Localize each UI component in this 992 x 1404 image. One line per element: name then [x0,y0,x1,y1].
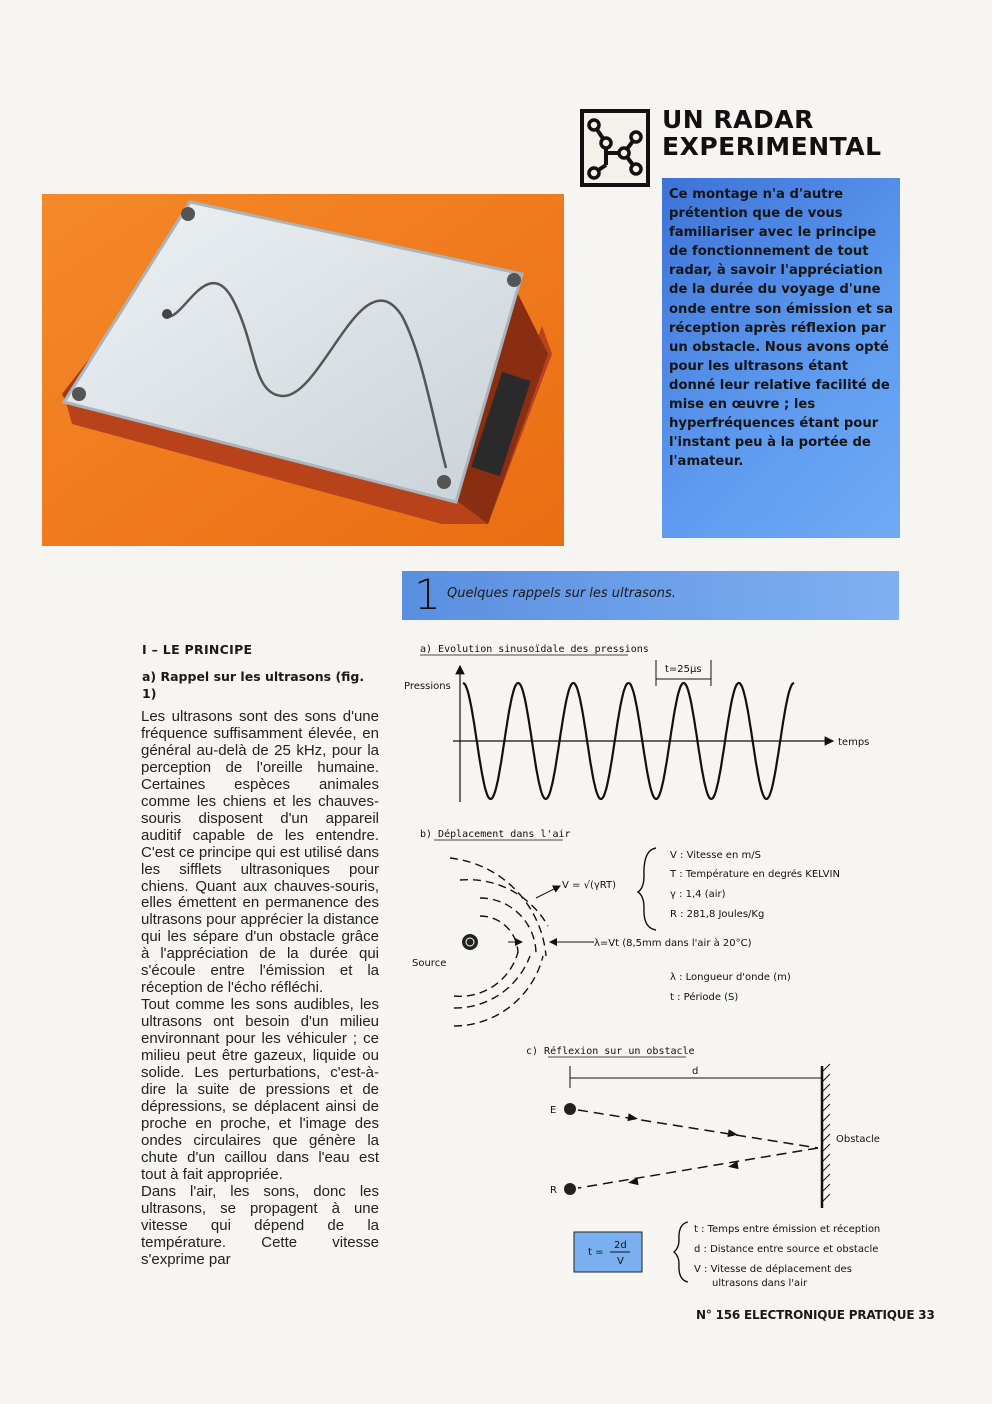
formula-lhs: t = [588,1247,604,1258]
fig-c-e: E [550,1105,557,1116]
paragraph-1: Les ultrasons sont des sons d'une fréquence suffisamment élevée, en général au-delà de 25 kHz, pour la perception de l'oreille humaine. Certaines espèces animales comme les chiens et les chauves-souris disposent d'un appareil auditif capable de les entendre. C'est ce principe qui est utilisé dans les sifflets ultrasoniques pour chiens. Quant aux chauves-souris, elles émettent en permanence des ultrasons pour apprécier la distance qui les sépare d'un obstacle grâce à l'appréciation de la durée qui s'écoule entre l'émission et la réception de l'écho réfléchi. [141,708,379,997]
fig-b-legend-r: R : 281,8 Joules/Kg [670,909,765,920]
fig-b-source: Source [412,958,447,969]
paragraph-2: Tout comme les sons audibles, les ultrasons ont besoin d'un milieu environnant pour les véhiculer ; ce milieu peut être gazeux, liquide ou solide. Les perturbations, c'est-à-dire la suite de pressions et de dépressions, se déplacent ainsi de proche en proche, et l'image des ondes circulaires que génère la chute d'un caillou dans l'eau est tout à fait appropriée. [141,996,379,1183]
fig-a-title: a) Evolution sinusoïdale des pressions [420,644,649,655]
body-text [141,709,379,1268]
fig-a-period: t=25µs [665,664,702,675]
emitter-icon [564,1103,576,1115]
figure-1 [398,636,918,1296]
formula-numerator: 2d [614,1240,627,1251]
source-icon [462,934,478,950]
section-heading: I – LE PRINCIPE [142,642,253,657]
fig-b-title: b) Déplacement dans l'air [420,829,571,840]
fig-b-legend-gamma: γ : 1,4 (air) [670,889,726,900]
title-line-1: UN RADAR [662,105,814,134]
fig-b-velocity: V = √(γRT) [562,880,616,891]
fig-b-legend-period: t : Période (S) [670,992,739,1003]
title-line-2: EXPERIMENTAL [662,132,882,161]
fig-c-r: R [550,1185,557,1196]
fig-c-legend-v2: ultrasons dans l'air [712,1278,808,1289]
fig-c-title: c) Réflexion sur un obstacle [526,1046,695,1057]
fig-b-legend [669,850,840,920]
intro-text: Ce montage n'a d'autre prétention que de vous familiariser avec le principe de fonctionnement de tout radar, à savoir l'appréciation de la durée du voyage d'une onde entre son émission et sa réception après réflexion par un obstacle. Nous avons opté pour les ultrasons étant donné leur relative facilité de mise en œuvre ; les hyperfréquences étant pour l'instant peu à la portée de l'amateur. [669,187,894,470]
page-footer: N° 156 ELECTRONIQUE PRATIQUE 33 [696,1308,935,1322]
fig-b-legend-t: T : Température en degrés KELVIN [670,869,840,880]
fig-b-legend-v: V : Vitesse en m/S [670,850,761,861]
banner-number: 1 [414,570,441,619]
fig-c-d: d [692,1066,699,1077]
banner-caption: Quelques rappels sur les ultrasons. [447,586,676,601]
article-title [662,106,882,160]
fig-c-legend-d: d : Distance entre source et obstacle [694,1244,879,1255]
subsection-heading: a) Rappel sur les ultrasons (fig. 1) [142,669,365,701]
formula-box [574,1232,642,1272]
fig-b-lambda: λ=Vt (8,5mm dans l'air à 20°C) [594,938,752,949]
fig-c-obstacle: Obstacle [836,1134,880,1145]
fig-a-ylabel: Pressions [404,681,451,692]
formula-denominator: V [617,1256,624,1267]
paragraph-3: Dans l'air, les sons, donc les ultrasons, se propagent à une vitesse qui dépend de la température. Cette vitesse s'exprime par [141,1182,379,1268]
receiver-icon [564,1183,576,1195]
fig-c-legend-v: V : Vitesse de déplacement des [694,1264,852,1275]
fig-c-legend-t: t : Temps entre émission et réception [694,1224,881,1235]
fig-a-xlabel: temps [838,737,870,748]
magazine-logo-icon [580,109,650,187]
fig-b-legend-lambda: λ : Longueur d'onde (m) [670,972,791,983]
device-photo [42,194,564,546]
